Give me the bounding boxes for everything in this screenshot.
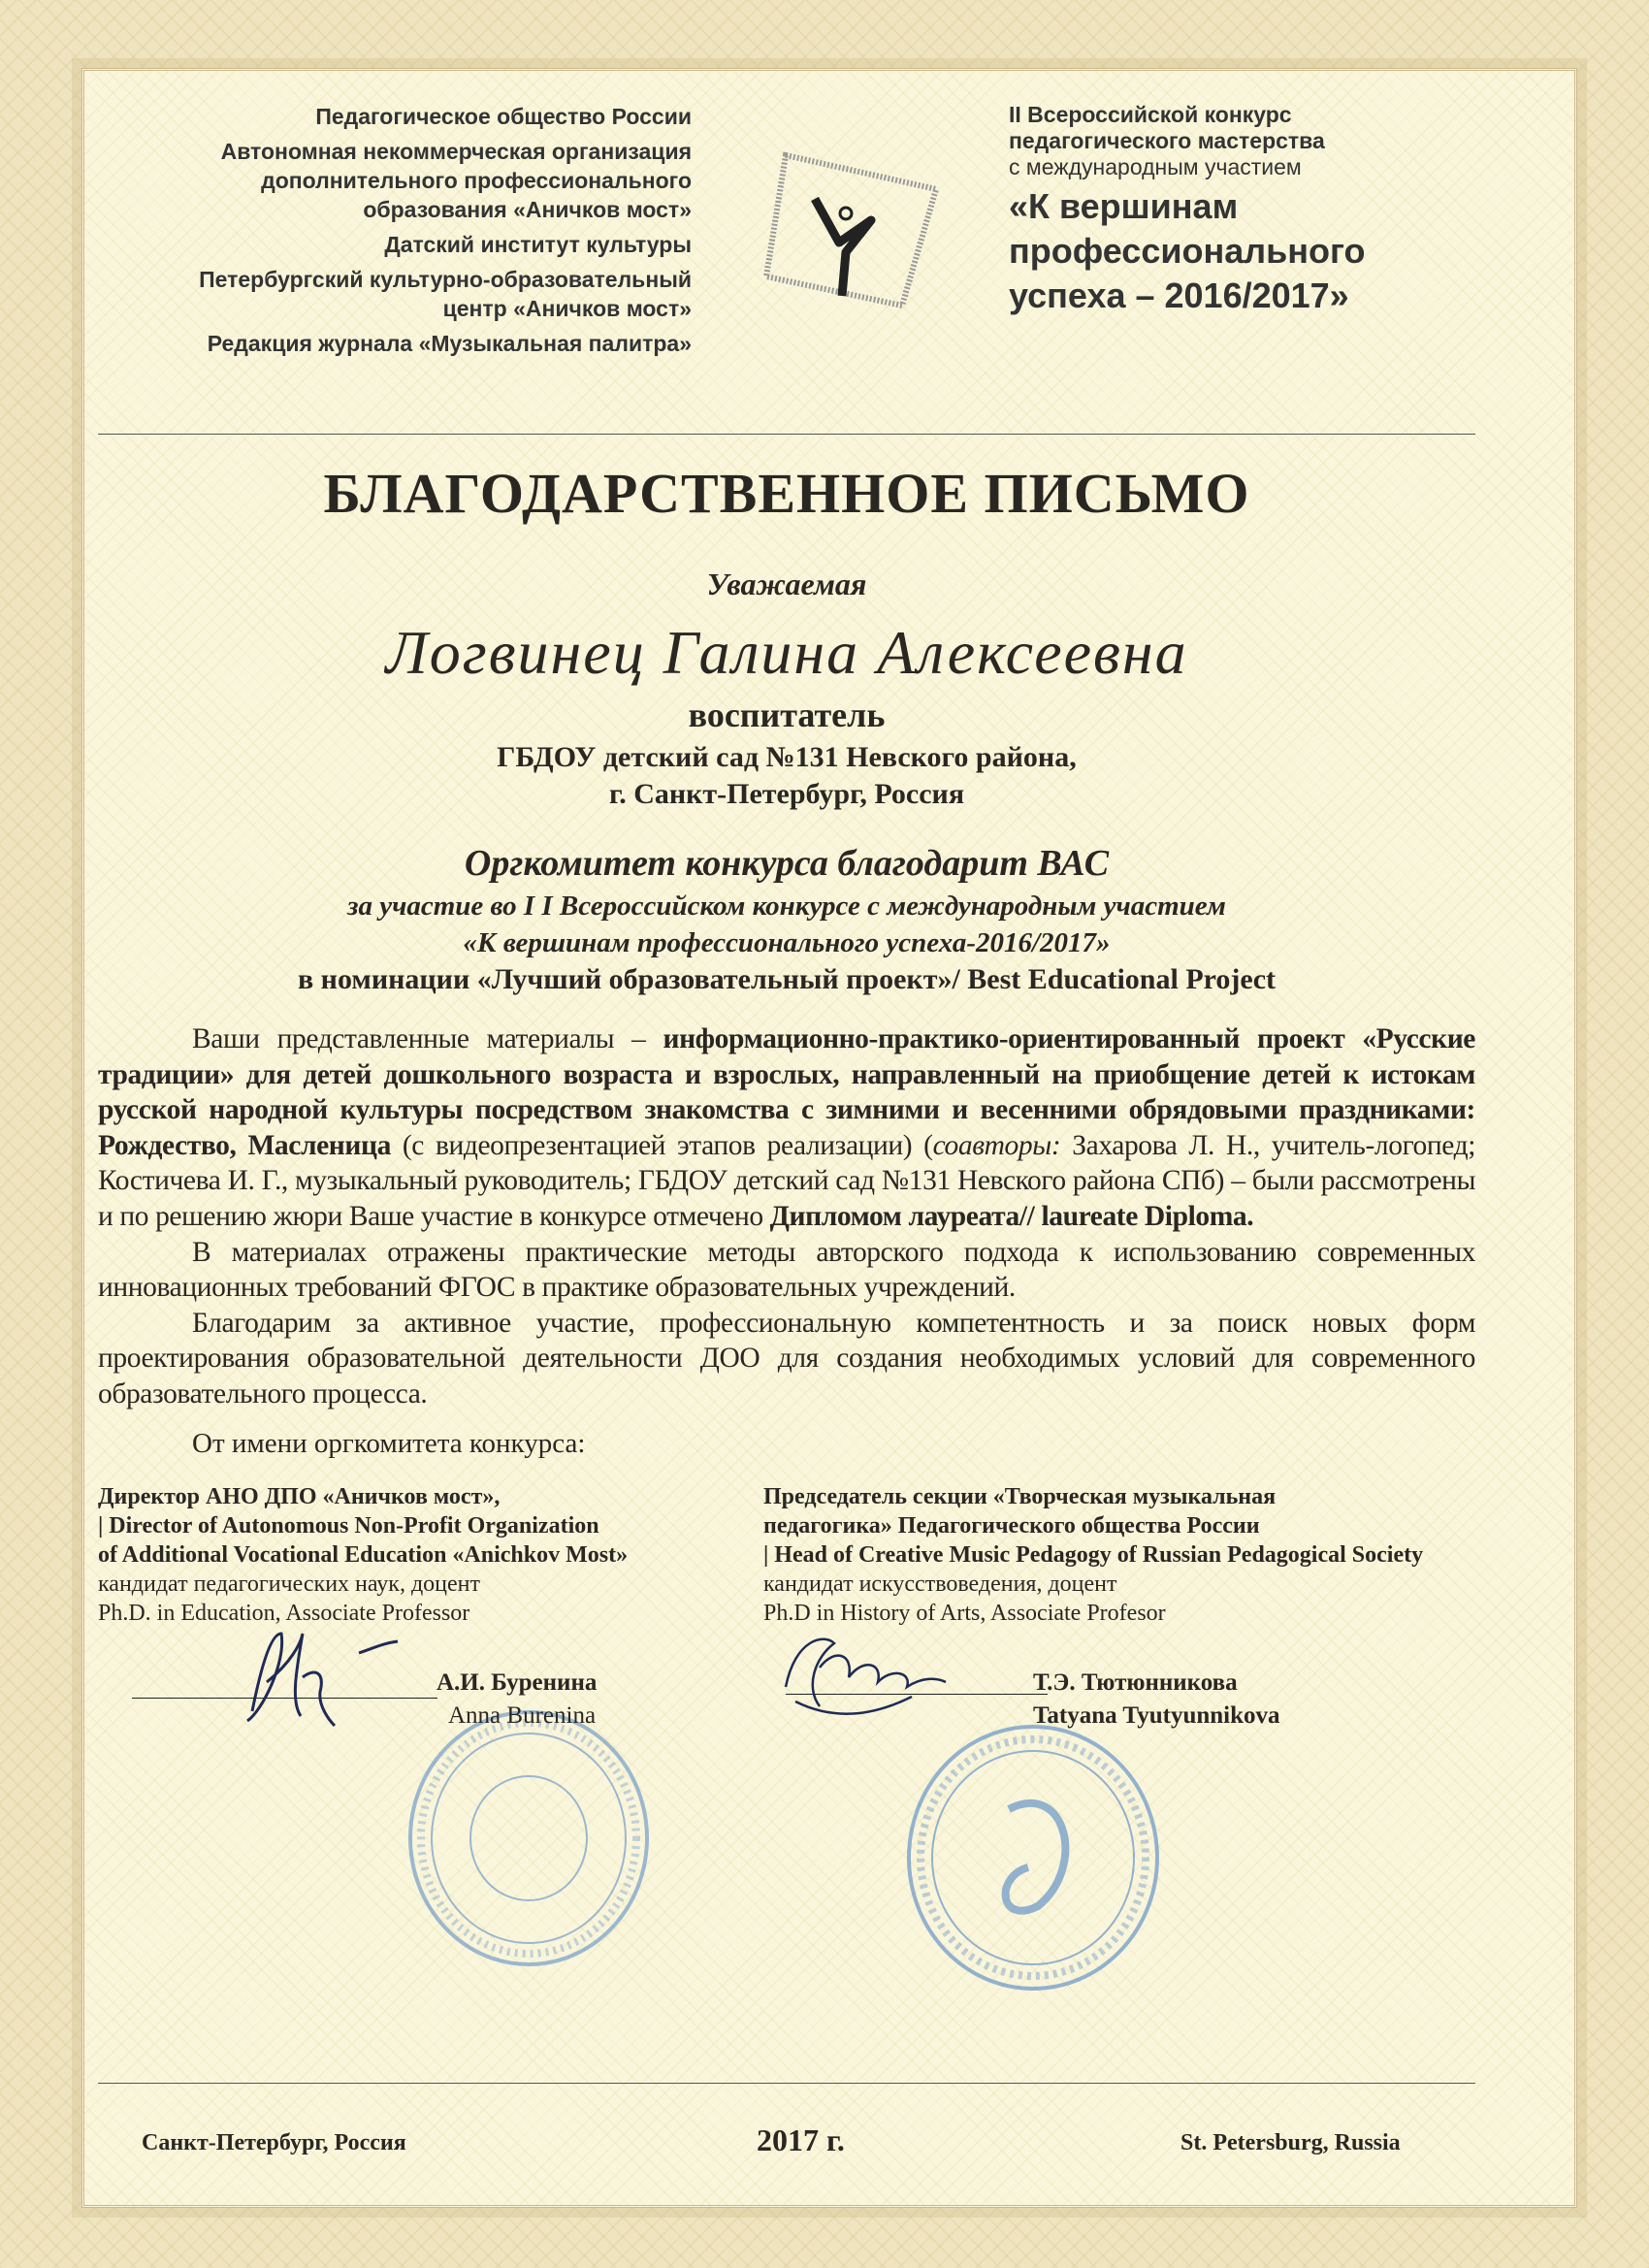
footer-city-en: St. Petersburg, Russia (1180, 2130, 1401, 2155)
signature-burenina (213, 1624, 427, 1731)
contest-info: II Всероссийской конкурс педагогического мастерства с международным участием «К вершинам профессионального успеха – 2016/2017» (1009, 102, 1366, 315)
organizer: Петербургский культурно-образовательный центр «Аничков мост» (199, 267, 692, 321)
signatory-left: Директор АНО ДПО «Аничков мост», | Director of Autonomous Non-Profit Organization of Additional Vocational Education «Anichkov Most» кандидат педагогических наук, доцент Ph.D. in Education, Associate Professor (98, 1483, 629, 1626)
signatory-right-name: Т.Э. Тютюнникова Tatyana Tyutyunnikova (1033, 1669, 1280, 1729)
organizers-list (199, 102, 692, 364)
footer-year: 2017 г. (757, 2122, 845, 2157)
thanks-headline: Оргкомитет конкурса благодарит ВАС (464, 843, 1110, 884)
salutation: Уважаемая (706, 567, 867, 601)
divider (98, 434, 1475, 435)
footer-city-ru: Санкт-Петербург, Россия (142, 2130, 406, 2155)
signature-tyutyunnikova (776, 1629, 989, 1726)
stamp-pedagogical-society (902, 1722, 1164, 1993)
organizer: Датский институт культуры (384, 232, 692, 257)
paragraph: В материалах отражены практические методы авторского подхода к использованию современных инновационных требований ФГОС в практике образовательных учреждений. (98, 1236, 1475, 1304)
document-title: БЛАГОДАРСТВЕННОЕ ПИСЬМО (323, 462, 1250, 525)
thanks-participation: за участие во I I Всероссийском конкурсе с международным участием «К вершинам профессионального успеха-2016/2017» (347, 891, 1226, 958)
organizer: Педагогическое общество России (315, 104, 692, 129)
contest-logo-icon (757, 131, 951, 315)
organizer: Автономная некоммерческая организация дополнительного профессионального образования «Аничков мост» (220, 139, 692, 222)
letter-body (98, 1021, 1475, 1412)
divider (98, 2083, 1475, 2084)
contest-name: «К вершинам (1009, 186, 1239, 226)
signatory-left-name: А.И. Буренина Anna Burenina (436, 1669, 598, 1729)
recipient-organization: ГБДОУ детский сад №131 Невского района, г. Санкт-Петербург, Россия (497, 741, 1077, 810)
signatory-right: Председатель секции «Творческая музыкальная педагогика» Педагогического общества России | Head of Creative Music Pedagogy of Russian Pedagogical Society кандидат искусствоведения, доцент Ph.D in History of Arts, Associate Profesor (763, 1483, 1424, 1626)
paragraph: Ваши представленные материалы – информационно-практико-ориентированный проект «Русские традиции» для детей дошкольного возраста и взрослых, направленный на приобщение детей к истокам русской народной культуры посредством знакомства с зимними и весенними обрядовыми праздниками: Рождество, Масленица (с видеопрезентацией этапов реализации) (соавторы: Захарова Л. Н., учитель-логопед; Костичева И. Г., музыкальный руководитель; ГБДОУ детский сад №131 Невского района СПб) – были рассмотрены и по решению жюри Ваше участие в конкурсе отмечено Дипломом лауреата// laureate Diploma. (98, 1023, 1475, 1232)
organizer: Редакция журнала «Музыкальная палитра» (207, 331, 692, 356)
signature-row (98, 1667, 1475, 1744)
letter-content (98, 1021, 1475, 1744)
paragraph: Благодарим за активное участие, профессиональную компетентность и за поиск новых форм проектирования образовательной деятельности ДОО для создания необходимых условий для современного образовательного процесса. (98, 1307, 1475, 1409)
on-behalf-label: От имени оргкомитета конкурса: (192, 1427, 586, 1459)
signatories (98, 1482, 1475, 1628)
nomination: в номинации «Лучший образовательный проект»/ Best Educational Project (297, 963, 1277, 995)
recipient-name: Логвинец Галина Алексеевна (385, 618, 1188, 687)
recipient-position: воспитатель (688, 696, 886, 734)
stamp-anichkov-most (403, 1707, 655, 1969)
